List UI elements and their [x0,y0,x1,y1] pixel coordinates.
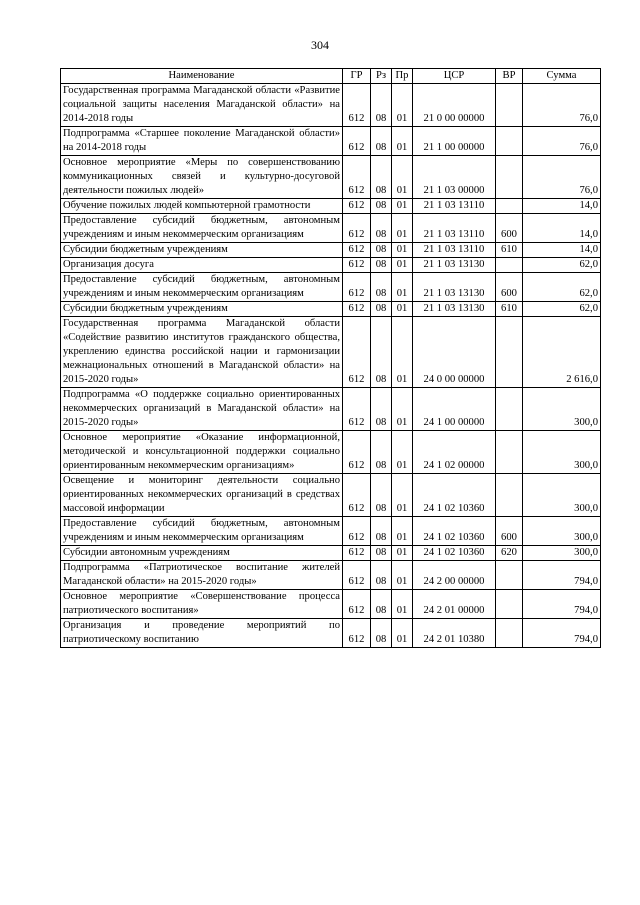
table-row [61,431,601,474]
cell-csr: 21 1 03 13130 [413,273,496,302]
cell-csr: 24 1 02 00000 [413,431,496,474]
table-row [61,388,601,431]
cell-sum: 14,0 [523,199,601,214]
header-sum: Сумма [523,69,601,84]
table-row [61,302,601,317]
cell-csr: 21 1 03 13130 [413,258,496,273]
cell-rz: 08 [371,84,392,127]
cell-sum: 300,0 [523,474,601,517]
cell-sum: 62,0 [523,258,601,273]
cell-rz: 08 [371,127,392,156]
cell-rz: 08 [371,431,392,474]
cell-pr: 01 [392,590,413,619]
cell-vr [496,84,523,127]
cell-vr: 610 [496,243,523,258]
cell-sum: 62,0 [523,273,601,302]
cell-rz: 08 [371,474,392,517]
cell-pr: 01 [392,474,413,517]
cell-gr: 612 [343,214,371,243]
cell-pr: 01 [392,214,413,243]
cell-name: Предоставление субсидий бюджетным, автономным учреждениям и иным некоммерческим организациям [61,214,343,243]
cell-csr: 24 2 01 10380 [413,619,496,648]
cell-pr: 01 [392,388,413,431]
cell-name: Освещение и мониторинг деятельности социально ориентированных некоммерческих организаций в средствах массовой информации [61,474,343,517]
table-row [61,561,601,590]
cell-vr: 620 [496,546,523,561]
cell-rz: 08 [371,619,392,648]
cell-name: Основное мероприятие «Меры по совершенствованию коммуникационных связей и культурно-досуговой деятельности пожилых людей» [61,156,343,199]
cell-rz: 08 [371,561,392,590]
cell-name: Подпрограмма «Патриотическое воспитание жителей Магаданской области» на 2015-2020 годы» [61,561,343,590]
header-csr: ЦСР [413,69,496,84]
cell-name: Государственная программа Магаданской области «Развитие социальной защиты населения Магаданской области» на 2014-2018 годы [61,84,343,127]
table-row [61,214,601,243]
cell-gr: 612 [343,317,371,388]
table-row [61,517,601,546]
cell-name: Основное мероприятие «Оказание информационной, методической и консультационной поддержки социально ориентированным некоммерческим организациям» [61,431,343,474]
cell-gr: 612 [343,474,371,517]
cell-gr: 612 [343,431,371,474]
table-row [61,619,601,648]
cell-pr: 01 [392,431,413,474]
cell-sum: 300,0 [523,431,601,474]
cell-vr [496,590,523,619]
cell-pr: 01 [392,84,413,127]
header-rz: Рз [371,69,392,84]
table-row [61,590,601,619]
cell-sum: 300,0 [523,546,601,561]
header-gr: ГР [343,69,371,84]
cell-rz: 08 [371,546,392,561]
cell-name: Организация досуга [61,258,343,273]
cell-rz: 08 [371,302,392,317]
cell-rz: 08 [371,317,392,388]
cell-rz: 08 [371,243,392,258]
cell-sum: 794,0 [523,619,601,648]
cell-gr: 612 [343,590,371,619]
cell-gr: 612 [343,127,371,156]
cell-gr: 612 [343,388,371,431]
cell-gr: 612 [343,302,371,317]
cell-vr [496,388,523,431]
cell-sum: 794,0 [523,590,601,619]
cell-csr: 21 1 03 13110 [413,243,496,258]
cell-gr: 612 [343,517,371,546]
table-row [61,258,601,273]
cell-pr: 01 [392,561,413,590]
table-header-row [61,69,601,84]
cell-vr [496,431,523,474]
cell-gr: 612 [343,156,371,199]
table-row [61,317,601,388]
cell-rz: 08 [371,517,392,546]
cell-rz: 08 [371,214,392,243]
cell-csr: 21 1 00 00000 [413,127,496,156]
budget-table [60,68,601,648]
cell-name: Основное мероприятие «Совершенствование процесса патриотического воспитания» [61,590,343,619]
cell-pr: 01 [392,317,413,388]
cell-csr: 24 1 02 10360 [413,546,496,561]
cell-pr: 01 [392,199,413,214]
cell-csr: 24 2 00 00000 [413,561,496,590]
cell-vr: 600 [496,517,523,546]
page-number: 304 [311,38,329,52]
cell-csr: 24 1 00 00000 [413,388,496,431]
cell-name: Организация и проведение мероприятий по патриотическому воспитанию [61,619,343,648]
cell-name: Государственная программа Магаданской области «Содействие развитию институтов гражданского общества, укреплению единства российской нации и гармонизации межнациональных отношений в Магаданской области» на 2015-2020 годы» [61,317,343,388]
cell-gr: 612 [343,258,371,273]
table-row [61,273,601,302]
cell-pr: 01 [392,127,413,156]
cell-csr: 21 1 03 13110 [413,199,496,214]
cell-rz: 08 [371,388,392,431]
cell-pr: 01 [392,302,413,317]
cell-sum: 62,0 [523,302,601,317]
cell-vr [496,156,523,199]
cell-csr: 24 1 02 10360 [413,474,496,517]
table-row [61,474,601,517]
cell-sum: 300,0 [523,388,601,431]
cell-gr: 612 [343,243,371,258]
header-name: Наименование [61,69,343,84]
header-vr: ВР [496,69,523,84]
cell-name: Субсидии автономным учреждениям [61,546,343,561]
table-row [61,546,601,561]
cell-csr: 21 1 03 13110 [413,214,496,243]
cell-pr: 01 [392,258,413,273]
cell-csr: 21 0 00 00000 [413,84,496,127]
table-row [61,156,601,199]
table-row [61,84,601,127]
cell-name: Предоставление субсидий бюджетным, автономным учреждениям и иным некоммерческим организациям [61,273,343,302]
cell-rz: 08 [371,199,392,214]
cell-gr: 612 [343,273,371,302]
cell-rz: 08 [371,156,392,199]
cell-vr [496,199,523,214]
cell-vr [496,127,523,156]
cell-csr: 21 1 03 00000 [413,156,496,199]
cell-pr: 01 [392,619,413,648]
cell-name: Обучение пожилых людей компьютерной грамотности [61,199,343,214]
table-body [61,84,601,648]
cell-pr: 01 [392,273,413,302]
cell-name: Субсидии бюджетным учреждениям [61,243,343,258]
cell-name: Подпрограмма «О поддержке социально ориентированных некоммерческих организаций в Магаданской области» на 2015-2020 годы» [61,388,343,431]
cell-name: Субсидии бюджетным учреждениям [61,302,343,317]
cell-csr: 24 2 01 00000 [413,590,496,619]
cell-vr [496,258,523,273]
cell-sum: 794,0 [523,561,601,590]
cell-sum: 14,0 [523,214,601,243]
cell-gr: 612 [343,546,371,561]
table-row [61,127,601,156]
cell-vr [496,474,523,517]
cell-gr: 612 [343,84,371,127]
table-row [61,199,601,214]
cell-vr [496,561,523,590]
cell-sum: 76,0 [523,127,601,156]
cell-pr: 01 [392,517,413,546]
cell-sum: 76,0 [523,156,601,199]
cell-name: Подпрограмма «Старшее поколение Магаданской области» на 2014-2018 годы [61,127,343,156]
cell-sum: 76,0 [523,84,601,127]
cell-gr: 612 [343,561,371,590]
cell-pr: 01 [392,156,413,199]
table-row [61,243,601,258]
cell-vr [496,619,523,648]
cell-csr: 24 0 00 00000 [413,317,496,388]
cell-rz: 08 [371,273,392,302]
header-pr: Пр [392,69,413,84]
cell-csr: 24 1 02 10360 [413,517,496,546]
cell-pr: 01 [392,546,413,561]
cell-csr: 21 1 03 13130 [413,302,496,317]
cell-rz: 08 [371,590,392,619]
cell-gr: 612 [343,619,371,648]
cell-gr: 612 [343,199,371,214]
cell-vr: 600 [496,214,523,243]
cell-vr [496,317,523,388]
cell-sum: 2 616,0 [523,317,601,388]
cell-vr: 610 [496,302,523,317]
cell-vr: 600 [496,273,523,302]
cell-name: Предоставление субсидий бюджетным, автономным учреждениям и иным некоммерческим организациям [61,517,343,546]
cell-rz: 08 [371,258,392,273]
cell-pr: 01 [392,243,413,258]
cell-sum: 14,0 [523,243,601,258]
cell-sum: 300,0 [523,517,601,546]
